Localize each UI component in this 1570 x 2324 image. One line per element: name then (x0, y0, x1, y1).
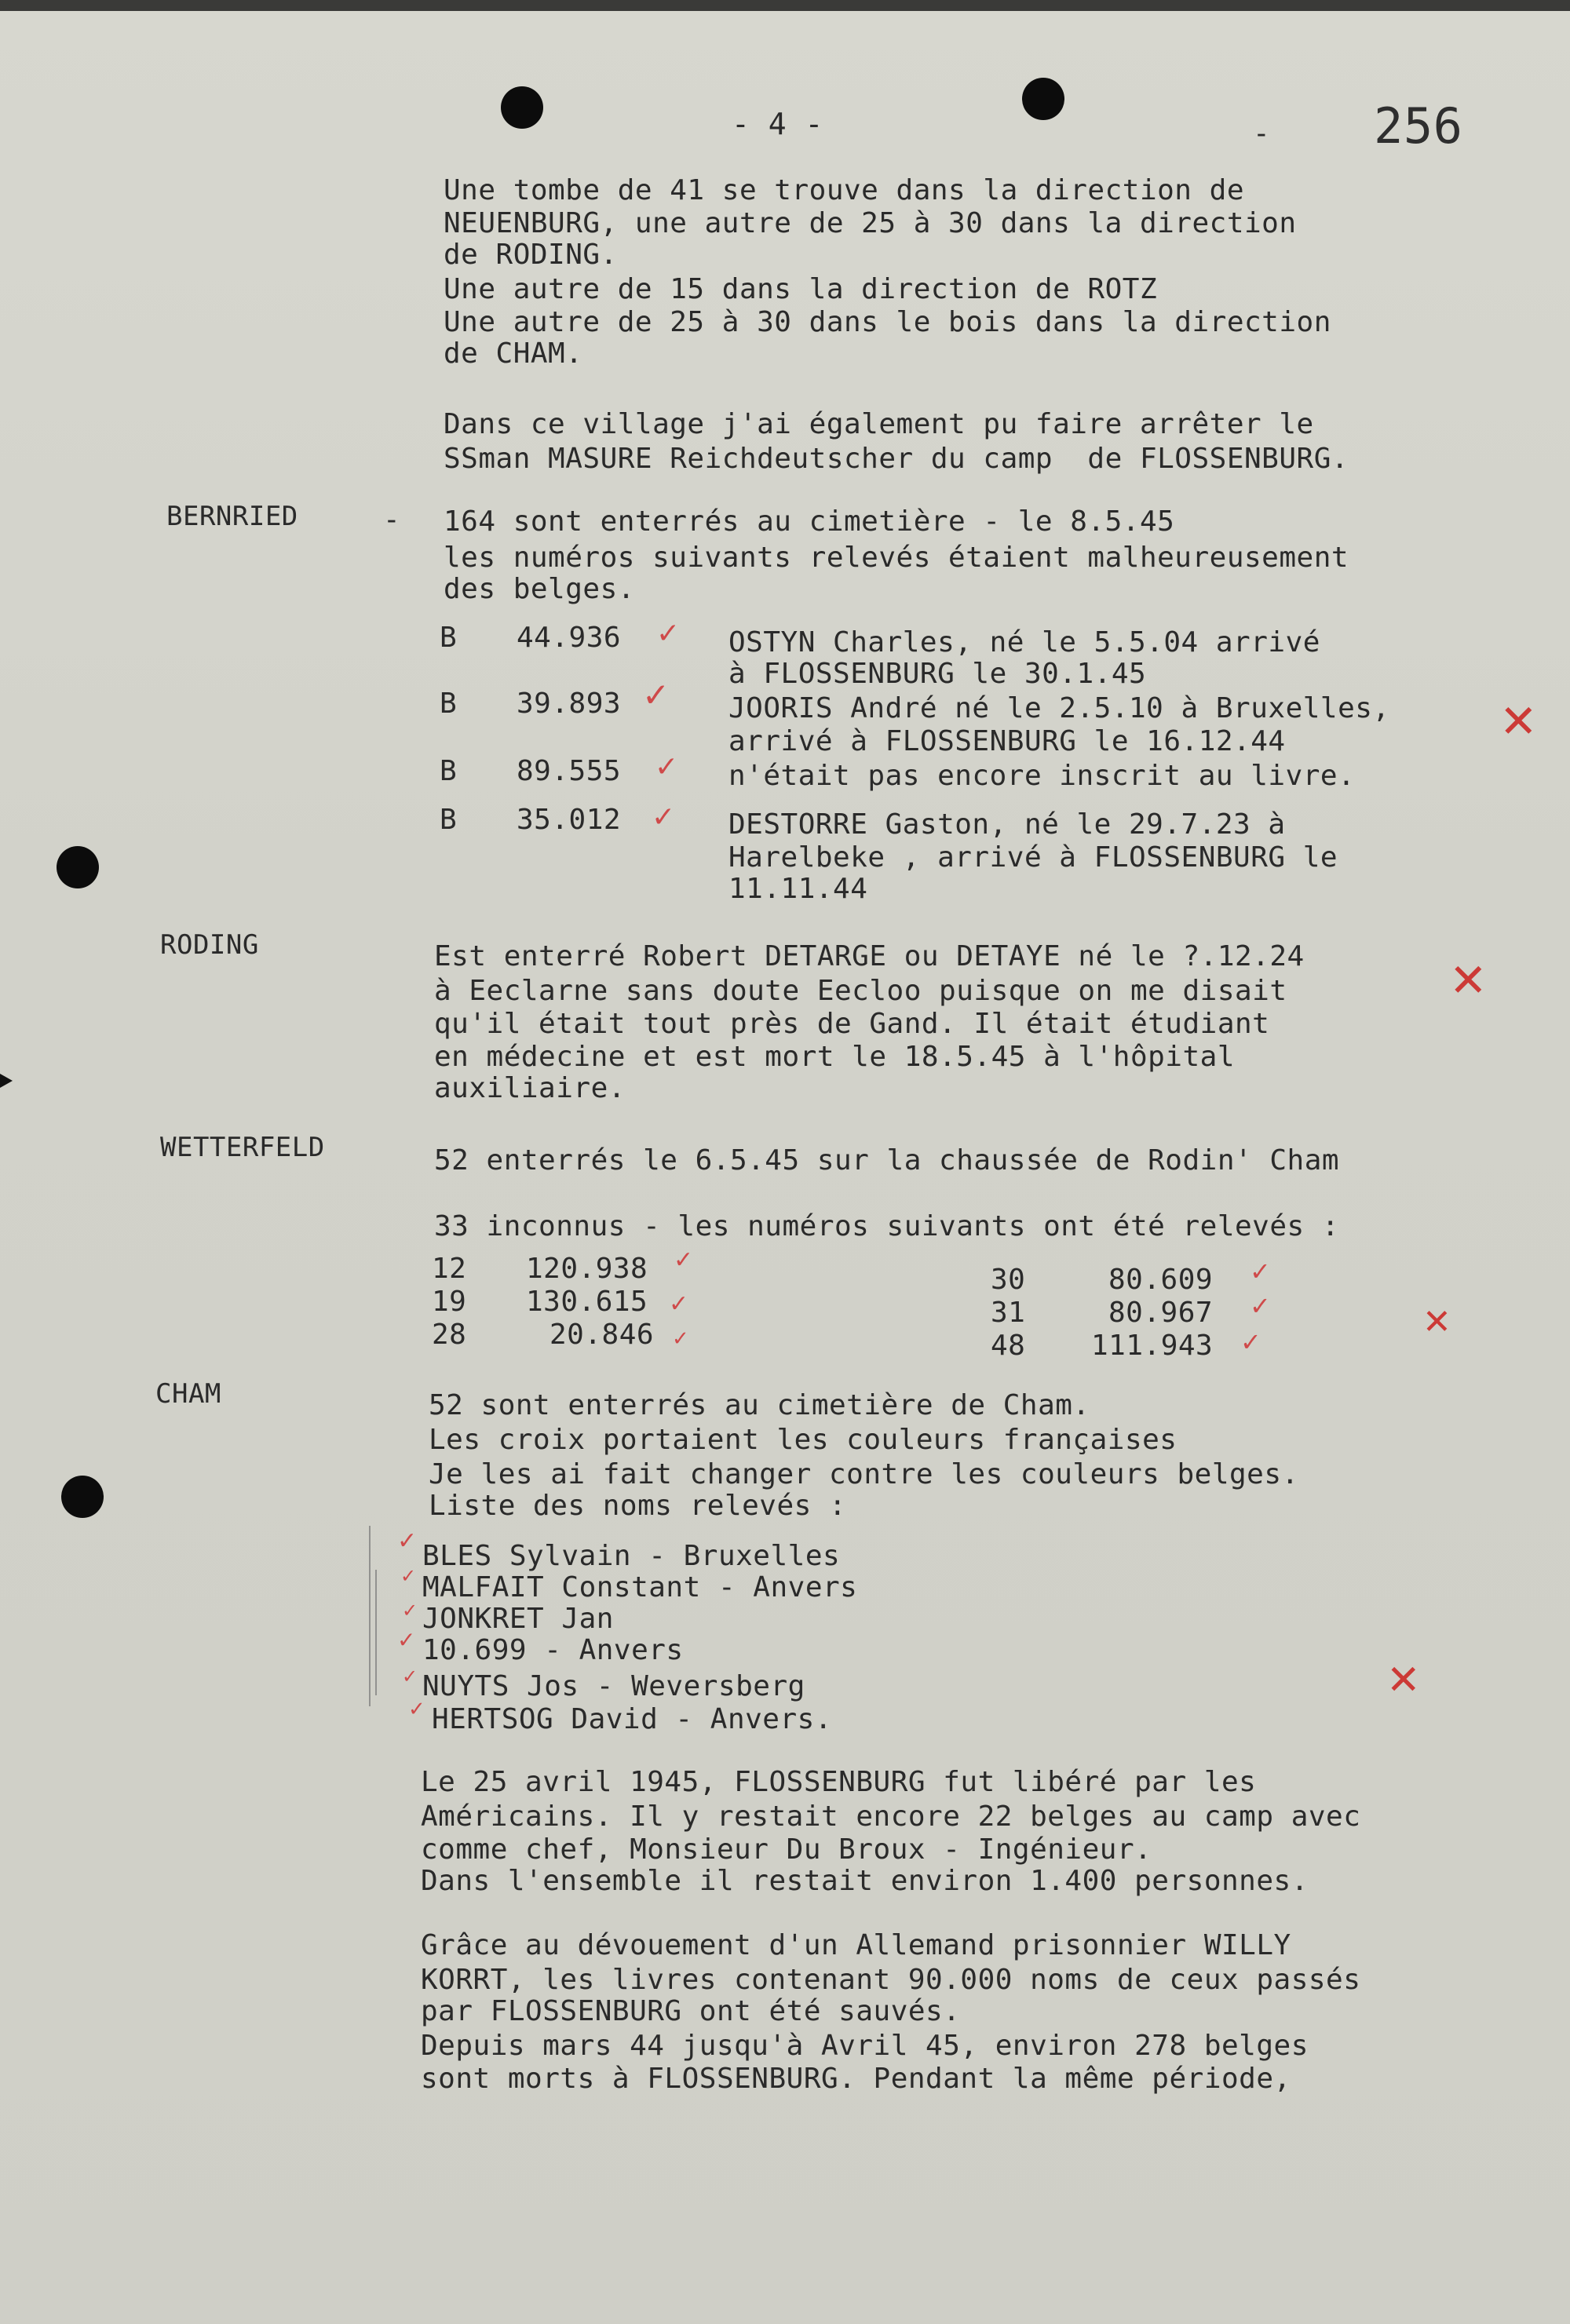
closing-line: Grâce au dévouement d'un Allemand prisonnier WILLY (421, 1929, 1291, 1961)
section-label-cham: CHAM (155, 1378, 221, 1410)
cham-name: MALFAIT Constant - Anvers (422, 1571, 858, 1603)
grave-number: 80.967 (1108, 1297, 1214, 1329)
grave-index: 19 (432, 1286, 467, 1318)
check-mark-icon: ✓ (652, 801, 676, 834)
intro-line: Une autre de 25 à 30 dans le bois dans la direction (444, 306, 1331, 338)
roding-line: en médecine et est mort le 18.5.45 à l'hôpital (434, 1041, 1235, 1073)
section-dash: - (383, 504, 401, 536)
grave-number: 80.609 (1108, 1264, 1214, 1296)
closing-line: Depuis mars 44 jusqu'à Avril 45, environ 278 belges (421, 2030, 1309, 2062)
closing-line: KORRT, les livres contenant 90.000 noms de ceux passés (421, 1964, 1361, 1996)
grave-number: 130.615 (526, 1286, 648, 1318)
entry-number: 39.893 (517, 688, 622, 720)
cross-mark-icon: ✕ (1449, 954, 1488, 1007)
closing-line: Dans l'ensemble il restait environ 1.400 personnes. (421, 1865, 1309, 1897)
roding-line: auxiliaire. (434, 1072, 626, 1104)
closing-line: Américains. Il y restait encore 22 belges au camp avec (421, 1800, 1361, 1833)
punch-hole (501, 86, 543, 129)
entry-number: 89.555 (517, 755, 622, 787)
entry-letter: B (440, 622, 458, 654)
check-mark-icon: ✓ (400, 1565, 417, 1587)
cham-line: 52 sont enterrés au cimetière de Cham. (429, 1389, 1090, 1421)
cham-name: HERTSOG David - Anvers. (432, 1703, 832, 1735)
grave-index: 30 (991, 1264, 1026, 1296)
section-label-roding: RODING (160, 929, 259, 961)
entry-desc: n'était pas encore inscrit au livre. (728, 760, 1356, 792)
page-number-dash: - (1253, 118, 1271, 150)
cham-line: Liste des noms relevés : (429, 1490, 847, 1522)
entry-desc: à FLOSSENBURG le 30.1.45 (728, 658, 1147, 690)
check-mark-icon: ✓ (1240, 1327, 1261, 1357)
grave-number: 111.943 (1091, 1330, 1214, 1362)
closing-line: Le 25 avril 1945, FLOSSENBURG fut libéré par les (421, 1766, 1257, 1798)
section-label-bernried: BERNRIED (166, 501, 298, 532)
entry-desc: Harelbeke , arrivé à FLOSSENBURG le (728, 841, 1338, 874)
pencil-margin-line (369, 1526, 371, 1706)
entry-letter: B (440, 755, 458, 787)
check-mark-icon: ✓ (642, 676, 670, 714)
top-scan-edge (0, 0, 1570, 11)
grave-number: 120.938 (526, 1253, 648, 1285)
cham-line: Les croix portaient les couleurs françaises (429, 1424, 1178, 1456)
intro2-line: SSman MASURE Reichdeutscher du camp de FLOSSENBURG. (444, 443, 1349, 475)
check-mark-icon: ✓ (397, 1627, 416, 1653)
section-label-wetterfeld: WETTERFELD (160, 1132, 325, 1163)
intro-line: de RODING. (444, 239, 618, 271)
grave-number: 20.846 (550, 1319, 655, 1351)
cham-name: BLES Sylvain - Bruxelles (422, 1540, 841, 1572)
grave-index: 48 (991, 1330, 1026, 1362)
closing-line: sont morts à FLOSSENBURG. Pendant la même période, (421, 2063, 1291, 2095)
entry-desc: 11.11.44 (728, 873, 868, 905)
check-mark-icon: ✓ (672, 1327, 689, 1351)
entry-desc: arrivé à FLOSSENBURG le 16.12.44 (728, 725, 1286, 757)
wetterfeld-line: 33 inconnus - les numéros suivants ont été relevés : (434, 1210, 1340, 1242)
intro-line: Une tombe de 41 se trouve dans la direction de (444, 174, 1244, 206)
cross-mark-icon: ✕ (1386, 1657, 1421, 1704)
closing-line: par FLOSSENBURG ont été sauvés. (421, 1995, 961, 2027)
page-marker: - 4 - (732, 107, 823, 141)
punch-hole (1022, 78, 1064, 120)
check-mark-icon: ✓ (1250, 1291, 1271, 1321)
grave-index: 31 (991, 1297, 1026, 1329)
intro-line: de CHAM. (444, 337, 583, 370)
intro-line: NEUENBURG, une autre de 25 à 30 dans la direction (444, 207, 1297, 239)
roding-line: Est enterré Robert DETARGE ou DETAYE né le ?.12.24 (434, 940, 1305, 972)
cross-mark-icon: ✕ (1499, 695, 1538, 748)
wetterfeld-line: 52 enterrés le 6.5.45 sur la chaussée de Rodin' Cham (434, 1144, 1340, 1177)
cham-line: Je les ai fait changer contre les couleurs belges. (429, 1458, 1299, 1490)
cham-name: 10.699 - Anvers (422, 1634, 684, 1666)
intro2-line: Dans ce village j'ai également pu faire arrêter le (444, 408, 1314, 440)
grave-index: 28 (432, 1319, 467, 1351)
check-mark-icon: ✓ (397, 1527, 418, 1555)
entry-number: 44.936 (517, 622, 622, 654)
page-number: 256 (1374, 97, 1463, 155)
pencil-margin-line (375, 1570, 377, 1695)
cham-name: NUYTS Jos - Weversberg (422, 1670, 805, 1702)
cham-name: JONKRET Jan (422, 1603, 614, 1635)
check-mark-icon: ✓ (402, 1665, 418, 1687)
closing-line: comme chef, Monsieur Du Broux - Ingénieur. (421, 1833, 1152, 1866)
edge-mark (0, 1074, 13, 1088)
entry-number: 35.012 (517, 804, 622, 836)
punch-hole (61, 1476, 104, 1518)
check-mark-icon: ✓ (669, 1290, 689, 1318)
check-mark-icon: ✓ (674, 1246, 694, 1274)
entry-desc: DESTORRE Gaston, né le 29.7.23 à (728, 808, 1286, 841)
roding-line: qu'il était tout près de Gand. Il était étudiant (434, 1008, 1270, 1040)
check-mark-icon: ✓ (402, 1600, 418, 1622)
punch-hole (57, 846, 99, 888)
bernried-line: 164 sont enterrés au cimetière - le 8.5.45 (444, 505, 1175, 538)
bernried-line: les numéros suivants relevés étaient malheureusement (444, 542, 1349, 574)
check-mark-icon: ✓ (656, 618, 681, 650)
entry-desc: OSTYN Charles, né le 5.5.04 arrivé (728, 626, 1320, 659)
check-mark-icon: ✓ (1250, 1257, 1271, 1286)
roding-line: à Eeclarne sans doute Eecloo puisque on me disait (434, 975, 1287, 1007)
entry-letter: B (440, 804, 458, 836)
intro-line: Une autre de 15 dans la direction de ROTZ (444, 273, 1158, 305)
entry-desc: JOORIS André né le 2.5.10 à Bruxelles, (728, 692, 1390, 724)
check-mark-icon: ✓ (655, 751, 679, 783)
check-mark-icon: ✓ (408, 1698, 425, 1721)
cross-mark-icon: ✕ (1422, 1302, 1451, 1342)
grave-index: 12 (432, 1253, 467, 1285)
bernried-line: des belges. (444, 573, 635, 605)
entry-letter: B (440, 688, 458, 720)
